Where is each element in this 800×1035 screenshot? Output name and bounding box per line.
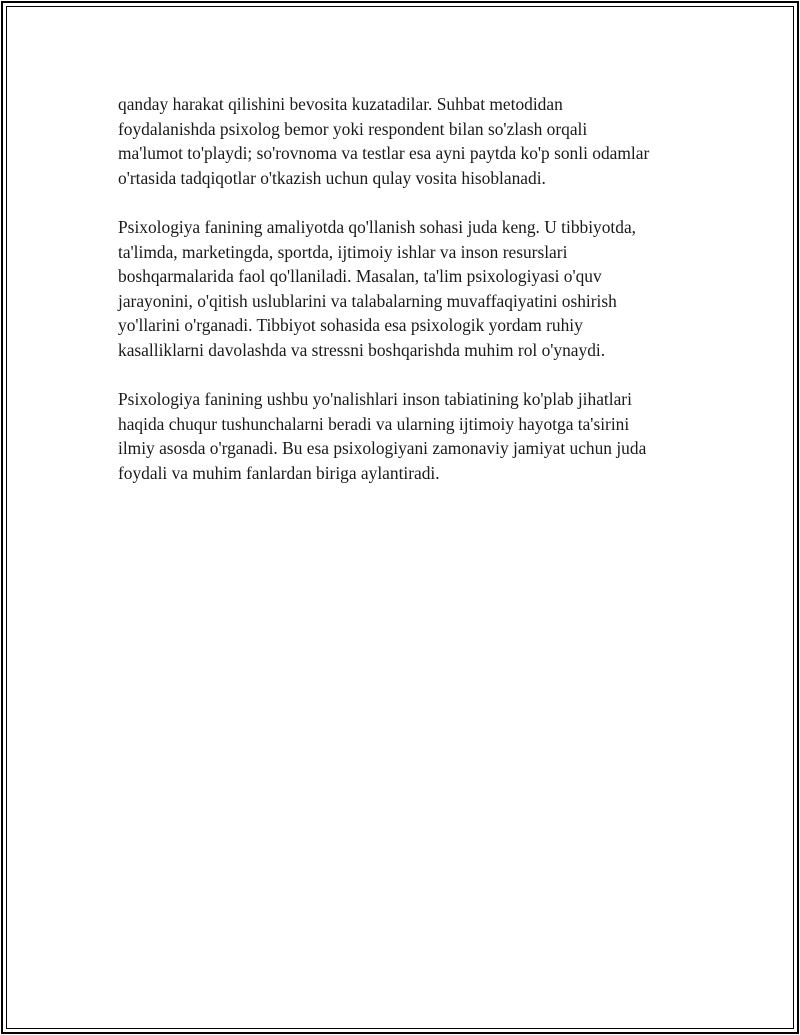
text-line: jarayonini, o'qitish uslublarini va talabalarning muvaffaqiyatini oshirish — [118, 290, 617, 311]
document-body — [118, 92, 698, 510]
text-line: foydalanishda psixolog bemor yoki respondent bilan so'zlash orqali — [118, 118, 588, 139]
text-line: ma'lumot to'playdi; so'rovnoma va testlar esa ayni paytda ko'p sonli odamlar — [118, 143, 650, 164]
text-line: boshqarmalarida faol qo'llaniladi. Masalan, ta'lim psixologiyasi o'quv — [118, 266, 602, 287]
text-line: kasalliklarni davolashda va stressni boshqarishda muhim rol o'ynaydi. — [118, 339, 606, 360]
text-line: ilmiy asosda o'rganadi. Bu esa psixologiyani zamonaviy jamiyat uchun juda — [118, 438, 647, 459]
text-line: qanday harakat qilishini bevosita kuzatadilar. Suhbat metodidan — [118, 94, 563, 114]
text-line: Psixologiya fanining ushbu yo'nalishlari inson tabiatining ko'plab jihatlari — [118, 389, 632, 410]
text-line: haqida chuqur tushunchalarni beradi va ularning ijtimoiy hayotga ta'sirini — [118, 413, 630, 434]
text-line: yo'llarini o'rganadi. Tibbiyot sohasida esa psixologik yordam ruhiy — [118, 315, 583, 336]
text-line: foydali va muhim fanlardan biriga aylantiradi. — [118, 462, 440, 483]
text-line: Psixologiya fanining amaliyotda qo'llanish sohasi juda keng. U tibbiyotda, — [118, 216, 637, 237]
text-line: ta'limda, marketingda, sportda, ijtimoiy ishlar va inson resurslari — [118, 241, 568, 262]
paragraph-methods — [118, 92, 698, 190]
paragraph-conclusion — [118, 387, 698, 485]
paragraph-applications — [118, 215, 698, 363]
text-line: o'rtasida tadqiqotlar o'tkazish uchun qulay vosita hisoblanadi. — [118, 167, 546, 188]
